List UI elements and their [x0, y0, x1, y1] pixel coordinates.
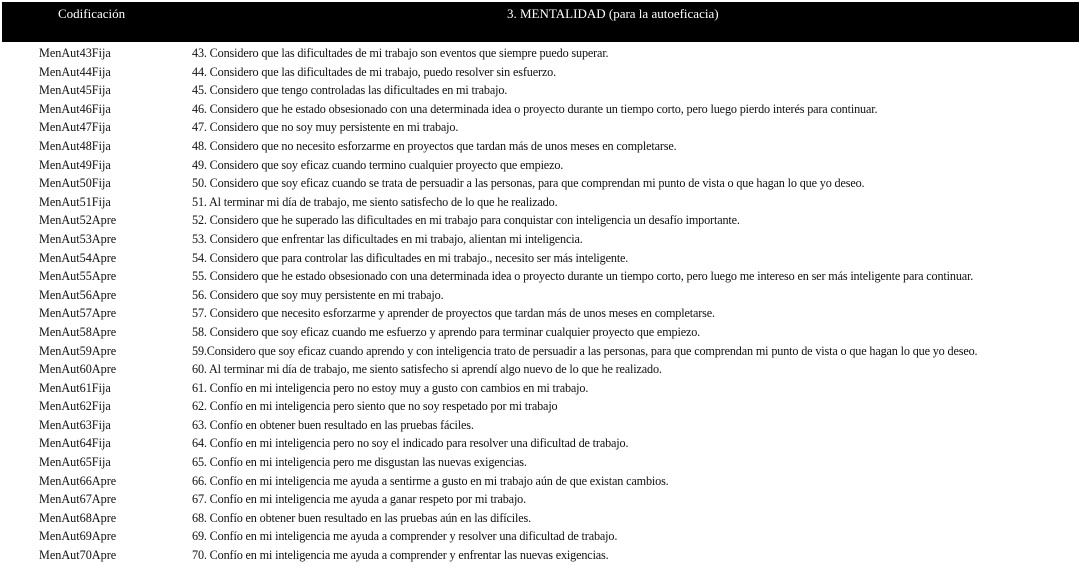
table-row	[2, 490, 1079, 509]
item-code: MenAut66Apre	[39, 473, 117, 488]
table-row	[2, 156, 1079, 175]
table-row	[2, 472, 1079, 491]
item-code: MenAut65Fija	[39, 455, 111, 470]
item-statement: 65. Confío en mi inteligencia pero me disgustan las nuevas exigencias.	[192, 455, 527, 470]
table-row	[2, 546, 1079, 565]
table-header	[2, 2, 1079, 42]
item-code: MenAut68Apre	[39, 510, 117, 525]
items-table	[2, 2, 1079, 565]
item-code: MenAut45Fija	[39, 83, 111, 98]
table-body	[2, 44, 1079, 565]
item-statement: 48. Considero que no necesito esforzarme en proyectos que tardan más de unos meses en completarse.	[192, 138, 677, 153]
table-row	[2, 193, 1079, 212]
item-code: MenAut67Apre	[39, 492, 117, 507]
item-code: MenAut46Fija	[39, 101, 111, 116]
table-row	[2, 323, 1079, 342]
item-code: MenAut62Fija	[39, 399, 111, 414]
item-statement: 52. Considero que he superado las dificultades en mi trabajo para conquistar con inteligencia un desafío importante.	[192, 213, 740, 228]
item-statement: 61. Confío en mi inteligencia pero no estoy muy a gusto con cambios en mi trabajo.	[192, 380, 589, 395]
table-row	[2, 81, 1079, 100]
item-statement: 43. Considero que las dificultades de mi trabajo son eventos que siempre puedo superar.	[192, 46, 609, 60]
item-code: MenAut44Fija	[39, 64, 111, 79]
item-statement: 57. Considero que necesito esforzarme y aprender de proyectos que tardan más de unos meses en completarse.	[192, 306, 715, 321]
table-row	[2, 230, 1079, 249]
table-row	[2, 453, 1079, 472]
table-row	[2, 379, 1079, 398]
item-statement: 62. Confío en mi inteligencia pero siento que no soy respetado por mi trabajo	[192, 399, 558, 414]
item-code: MenAut59Apre	[39, 343, 117, 358]
item-statement: 46. Considero que he estado obsesionado con una determinada idea o proyecto durante un tiempo corto, pero luego pierdo interés para continuar.	[192, 101, 878, 116]
table-row	[2, 416, 1079, 435]
item-statement: 54. Considero que para controlar las dificultades en mi trabajo., necesito ser más inteligente.	[192, 250, 629, 265]
table-row	[2, 211, 1079, 230]
item-code: MenAut52Apre	[39, 213, 117, 228]
item-code: MenAut69Apre	[39, 529, 117, 544]
table-row	[2, 63, 1079, 82]
table-row	[2, 286, 1079, 305]
item-code: MenAut53Apre	[39, 231, 117, 246]
item-statement: 69. Confío en mi inteligencia me ayuda a comprender y resolver una dificultad de trabajo.	[192, 529, 618, 544]
item-code: MenAut64Fija	[39, 436, 111, 451]
item-statement: 70. Confío en mi inteligencia me ayuda a comprender y enfrentar las nuevas exigencias.	[192, 548, 609, 563]
table-row	[2, 249, 1079, 268]
item-statement: 59.Considero que soy eficaz cuando aprendo y con inteligencia trato de persuadir a las personas, para que comprendan mi punto de vista o que hagan lo que yo deseo.	[192, 343, 978, 358]
table-row	[2, 360, 1079, 379]
item-code: MenAut48Fija	[39, 138, 111, 153]
item-code: MenAut50Fija	[39, 176, 111, 191]
table-row	[2, 137, 1079, 156]
item-statement: 60. Al terminar mi día de trabajo, me siento satisfecho si aprendí algo nuevo de lo que he realizado.	[192, 362, 662, 377]
item-statement: 45. Considero que tengo controladas las dificultades en mi trabajo.	[192, 83, 508, 98]
table-row	[2, 267, 1079, 286]
table-row	[2, 527, 1079, 546]
table-row	[2, 304, 1079, 323]
item-code: MenAut70Apre	[39, 548, 117, 563]
item-statement: 44. Considero que las dificultades de mi trabajo, puedo resolver sin esfuerzo.	[192, 64, 556, 79]
item-statement: 63. Confío en obtener buen resultado en las pruebas fáciles.	[192, 417, 474, 432]
table-row	[2, 509, 1079, 528]
table-row	[2, 100, 1079, 119]
item-code: MenAut49Fija	[39, 157, 111, 172]
item-code: MenAut51Fija	[39, 194, 111, 209]
item-statement: 56. Considero que soy muy persistente en mi trabajo.	[192, 287, 444, 302]
item-code: MenAut56Apre	[39, 287, 117, 302]
item-statement: 47. Considero que no soy muy persistente en mi trabajo.	[192, 120, 459, 135]
section-title: 3. MENTALIDAD (para la autoeficacia)	[507, 6, 719, 21]
item-code: MenAut43Fija	[39, 46, 111, 60]
item-statement: 51. Al terminar mi día de trabajo, me siento satisfecho de lo que he realizado.	[192, 194, 558, 209]
item-statement: 58. Considero que soy eficaz cuando me esfuerzo y aprendo para terminar cualquier proyecto que empiezo.	[192, 324, 701, 339]
item-code: MenAut63Fija	[39, 417, 111, 432]
item-code: MenAut55Apre	[39, 269, 117, 284]
item-statement: 66. Confío en mi inteligencia me ayuda a sentirme a gusto en mi trabajo aún de que existan cambios.	[192, 473, 669, 488]
item-code: MenAut58Apre	[39, 324, 117, 339]
item-code: MenAut57Apre	[39, 306, 117, 321]
table-row	[2, 118, 1079, 137]
table-row	[2, 174, 1079, 193]
item-statement: 50. Considero que soy eficaz cuando se trata de persuadir a las personas, para que comprendan mi punto de vista o que hagan lo que yo deseo.	[192, 176, 865, 191]
item-code: MenAut54Apre	[39, 250, 117, 265]
item-statement: 49. Considero que soy eficaz cuando termino cualquier proyecto que empiezo.	[192, 157, 564, 172]
item-statement: 68. Confío en obtener buen resultado en las pruebas aún en las difíciles.	[192, 510, 532, 525]
item-statement: 64. Confío en mi inteligencia pero no soy el indicado para resolver una dificultad de trabajo.	[192, 436, 629, 451]
table-row	[2, 434, 1079, 453]
item-statement: 67. Confío en mi inteligencia me ayuda a ganar respeto por mi trabajo.	[192, 492, 527, 507]
codification-header: Codificación	[58, 6, 126, 21]
table-row	[2, 397, 1079, 416]
table-row	[2, 342, 1079, 361]
item-code: MenAut47Fija	[39, 120, 111, 135]
item-statement: 53. Considero que enfrentar las dificultades en mi trabajo, alientan mi inteligencia.	[192, 231, 583, 246]
item-statement: 55. Considero que he estado obsesionado con una determinada idea o proyecto durante un tiempo corto, pero luego me intereso en ser más inteligente para continuar.	[192, 269, 974, 284]
table-row	[2, 44, 1079, 63]
item-code: MenAut61Fija	[39, 380, 111, 395]
item-code: MenAut60Apre	[39, 362, 117, 377]
